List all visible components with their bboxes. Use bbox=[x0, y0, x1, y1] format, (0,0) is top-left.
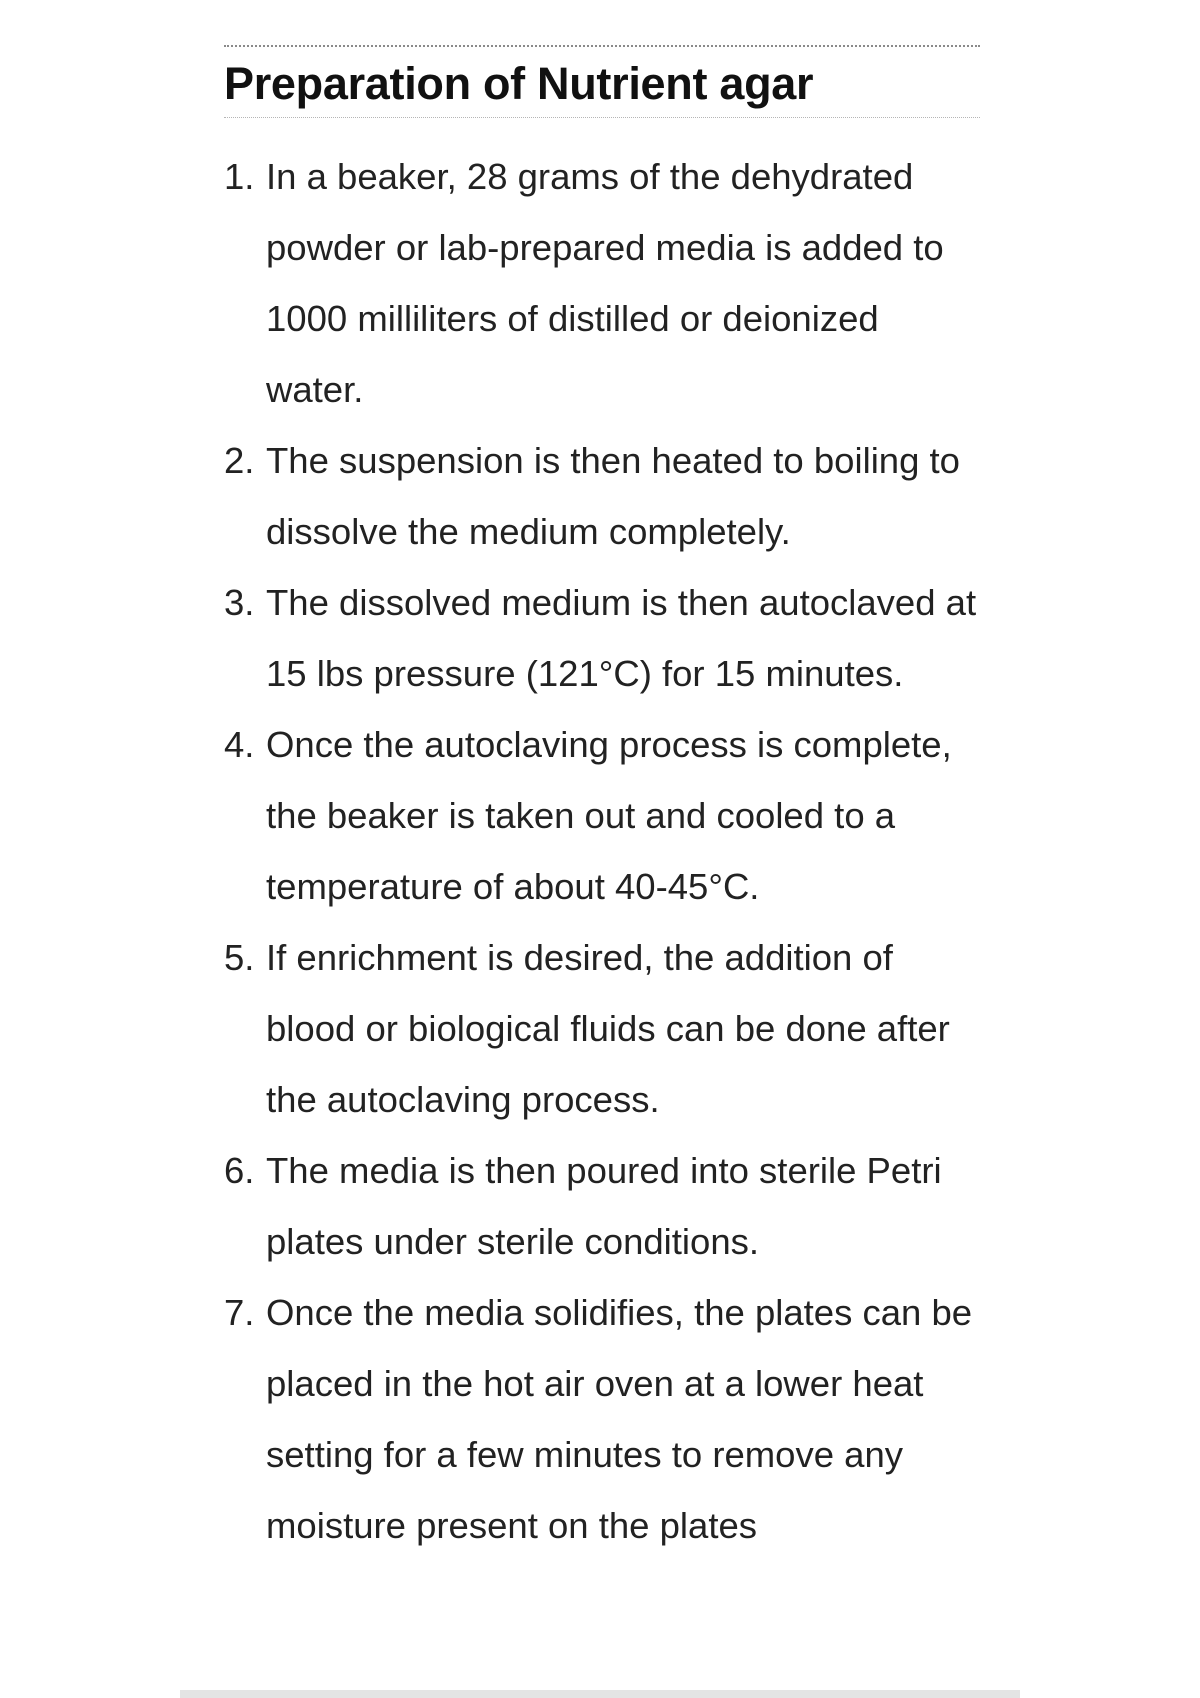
step-text: The media is then poured into sterile Petri plates under sterile conditions. bbox=[266, 1150, 942, 1262]
page-title: Preparation of Nutrient agar bbox=[224, 58, 814, 109]
top-divider bbox=[224, 45, 980, 47]
step-text: The suspension is then heated to boiling to dissolve the medium completely. bbox=[266, 440, 960, 552]
step-text: The dissolved medium is then autoclaved at 15 lbs pressure (121°C) for 15 minutes. bbox=[266, 582, 977, 694]
steps-list bbox=[224, 141, 984, 1561]
step-number: 5. bbox=[224, 937, 255, 978]
list-item bbox=[224, 922, 984, 1135]
step-number: 2. bbox=[224, 440, 255, 481]
step-text: Once the media solidifies, the plates can be placed in the hot air oven at a lower heat setting for a few minutes to remove any moisture present on the plates bbox=[266, 1292, 973, 1546]
list-item bbox=[224, 425, 984, 567]
step-number: 1. bbox=[224, 156, 255, 197]
step-number: 7. bbox=[224, 1292, 255, 1333]
list-item bbox=[224, 141, 984, 425]
list-item bbox=[224, 567, 984, 709]
list-item bbox=[224, 1277, 984, 1561]
step-text: In a beaker, 28 grams of the dehydrated powder or lab-prepared media is added to 1000 milliliters of distilled or deionized water. bbox=[266, 156, 944, 410]
step-number: 6. bbox=[224, 1150, 255, 1191]
bottom-edge-bar bbox=[180, 1690, 1020, 1698]
step-text: If enrichment is desired, the addition of blood or biological fluids can be done after the autoclaving process. bbox=[266, 937, 950, 1120]
title-divider bbox=[224, 117, 980, 118]
step-number: 4. bbox=[224, 724, 255, 765]
step-number: 3. bbox=[224, 582, 255, 623]
list-item bbox=[224, 1135, 984, 1277]
step-text: Once the autoclaving process is complete, the beaker is taken out and cooled to a temperature of about 40-45°C. bbox=[266, 724, 952, 907]
list-item bbox=[224, 709, 984, 922]
